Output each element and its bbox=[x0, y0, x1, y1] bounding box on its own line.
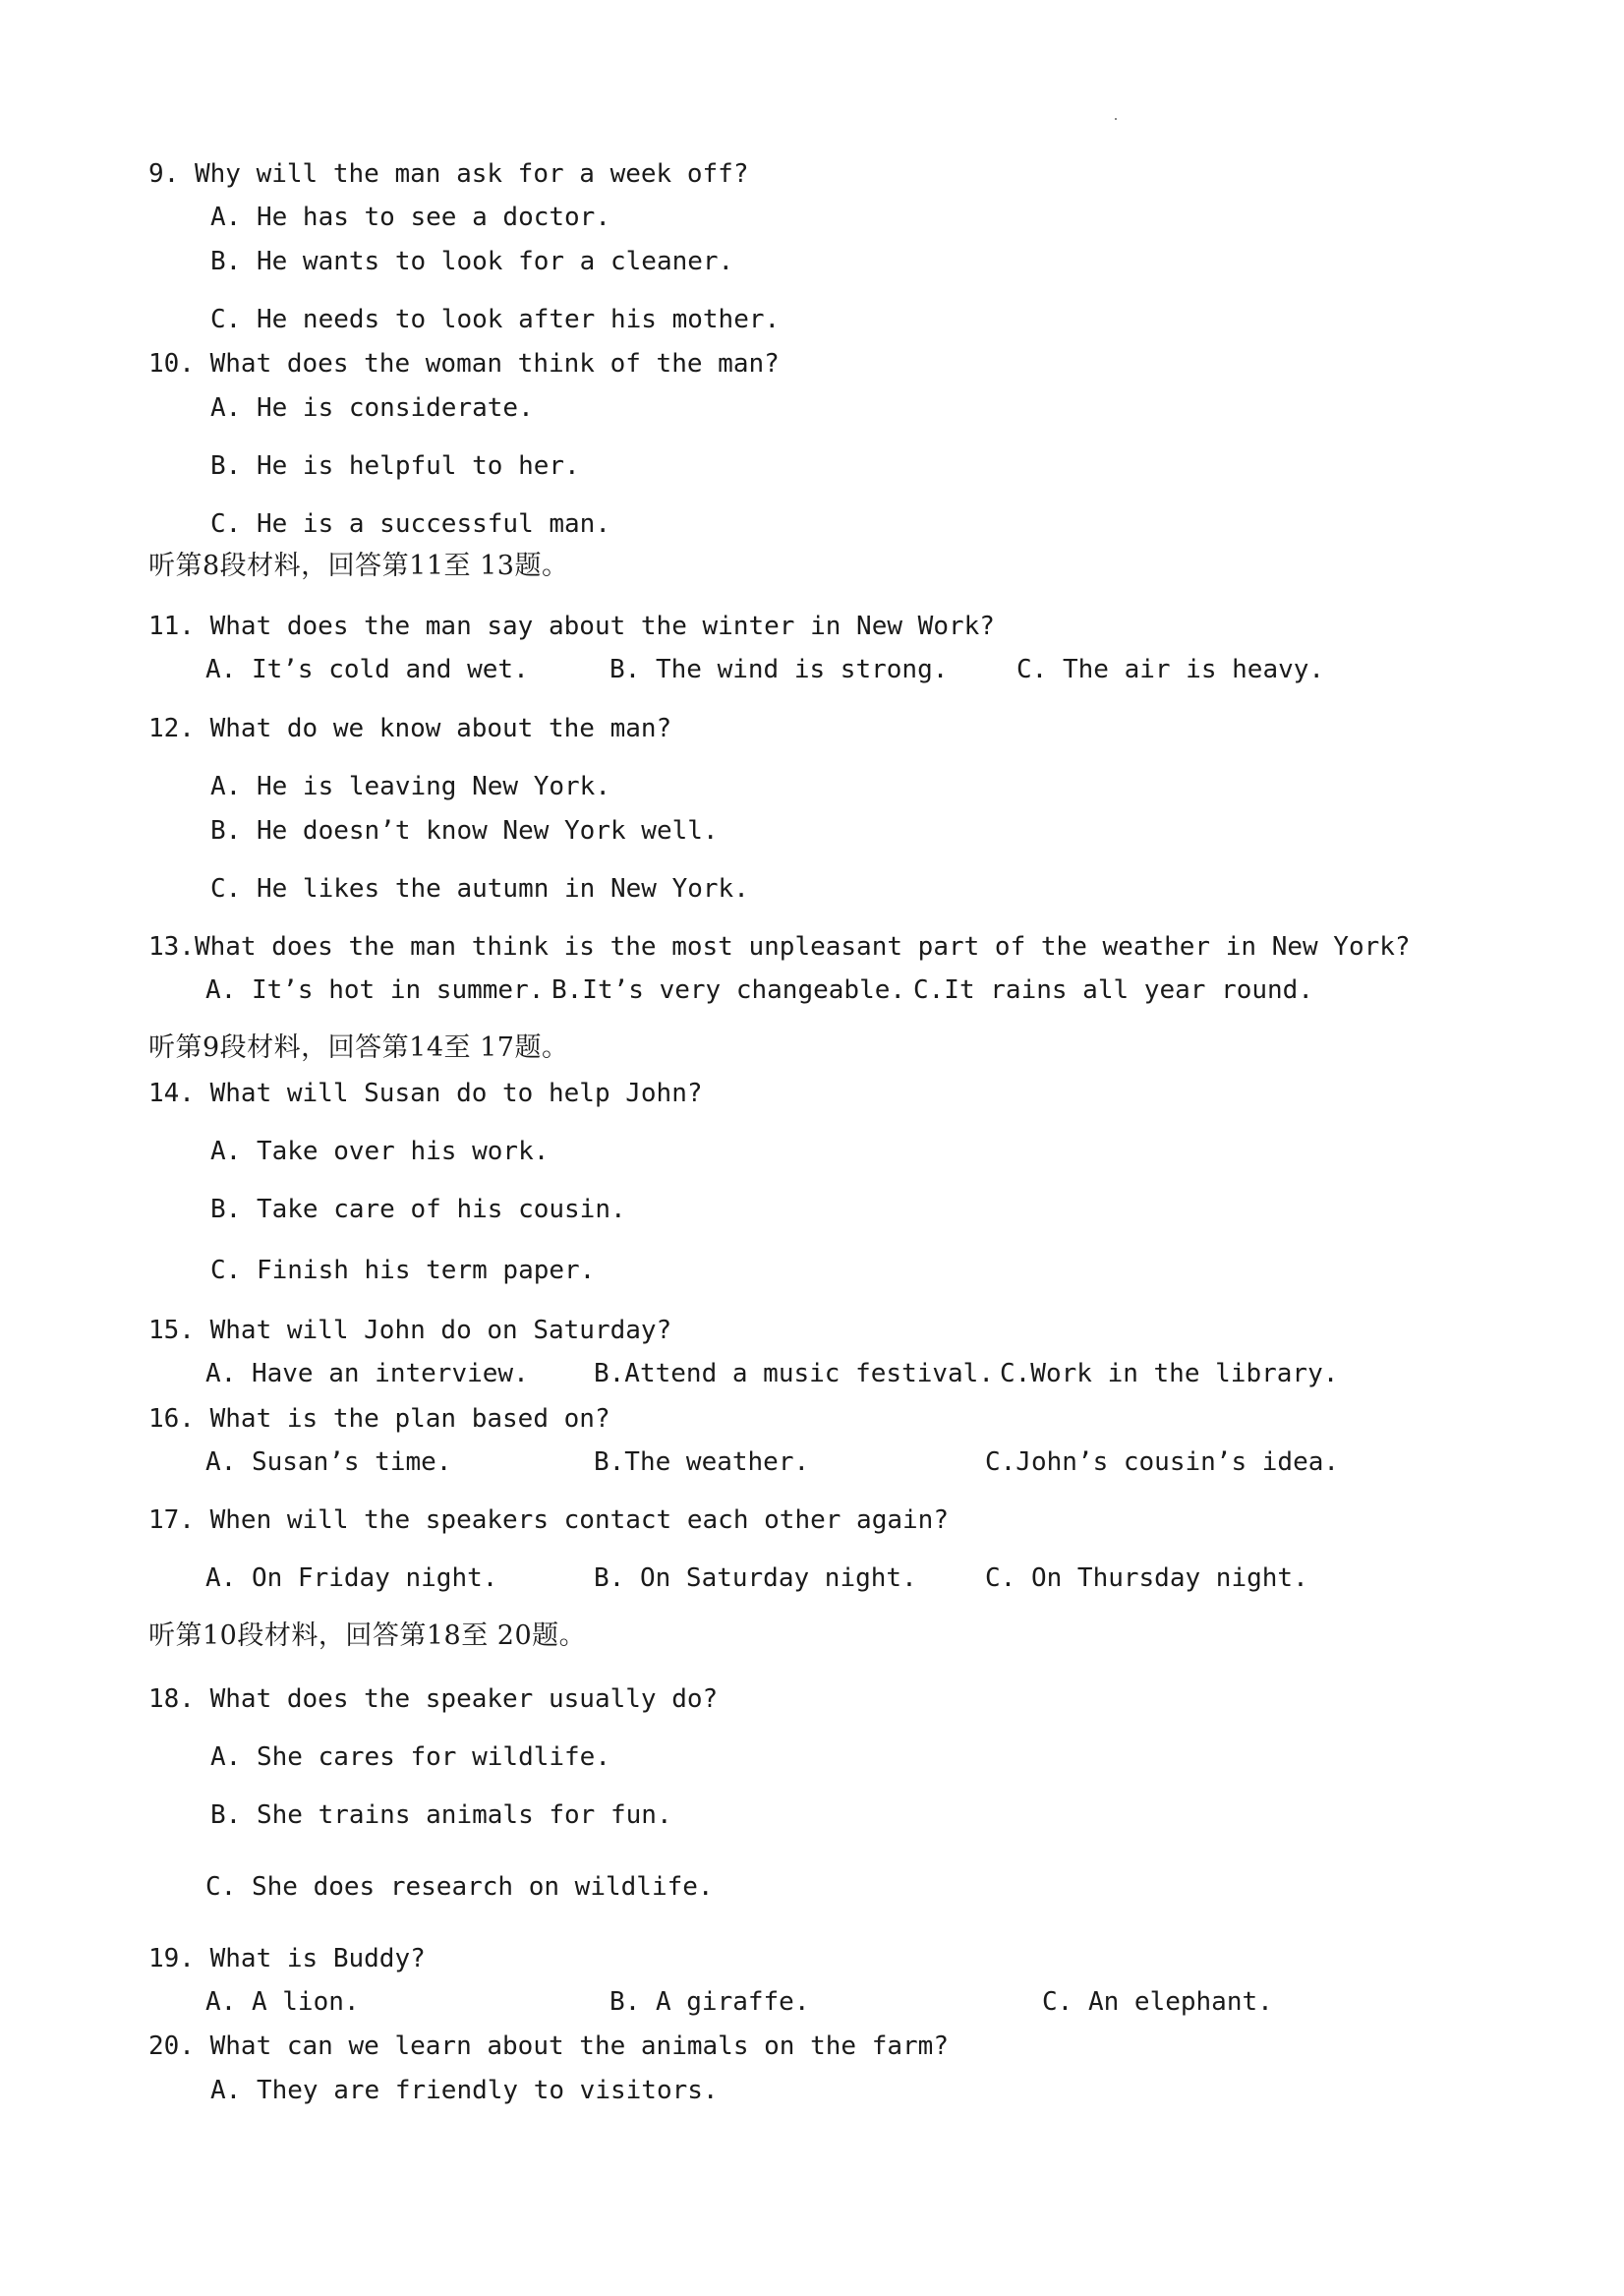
question-17: 17. When will the speakers contact each other again? bbox=[148, 1505, 949, 1535]
option-13c: C.It rains all year round. bbox=[913, 975, 1313, 1005]
option-10b: B. He is helpful to her. bbox=[210, 451, 580, 481]
question-12: 12. What do we know about the man? bbox=[148, 714, 672, 743]
section-9-heading: 听第9段材料，回答第14至 17题。 bbox=[148, 1032, 569, 1063]
option-18c: C. She does research on wildlife. bbox=[205, 1872, 714, 1902]
option-17a: A. On Friday night. bbox=[205, 1563, 498, 1593]
option-16b: B.The weather. bbox=[594, 1447, 810, 1477]
option-17c: C. On Thursday night. bbox=[985, 1563, 1308, 1593]
question-16: 16. What is the plan based on? bbox=[148, 1404, 610, 1434]
option-18a: A. She cares for wildlife. bbox=[210, 1742, 610, 1772]
option-19b: B. A giraffe. bbox=[609, 1987, 810, 2017]
option-11a: A. It’s cold and wet. bbox=[205, 655, 529, 684]
question-19: 19. What is Buddy? bbox=[148, 1944, 426, 1973]
question-9: 9. Why will the man ask for a week off? bbox=[148, 159, 749, 189]
option-16c: C.John’s cousin’s idea. bbox=[985, 1447, 1340, 1477]
option-10a: A. He is considerate. bbox=[210, 393, 534, 423]
option-11c: C. The air is heavy. bbox=[1016, 655, 1325, 684]
option-19c: C. An elephant. bbox=[1042, 1987, 1273, 2017]
option-13b: B.It’s very changeable. bbox=[551, 975, 906, 1005]
option-16a: A. Susan’s time. bbox=[205, 1447, 452, 1477]
question-10: 10. What does the woman think of the man? bbox=[148, 349, 780, 379]
option-14a: A. Take over his work. bbox=[210, 1137, 550, 1166]
question-15: 15. What will John do on Saturday? bbox=[148, 1316, 672, 1345]
option-15c: C.Work in the library. bbox=[1000, 1359, 1339, 1388]
section-10-heading: 听第10段材料，回答第18至 20题。 bbox=[148, 1620, 587, 1651]
option-18b: B. She trains animals for fun. bbox=[210, 1800, 672, 1830]
option-12b: B. He doesn’t know New York well. bbox=[210, 816, 719, 846]
option-14c: C. Finish his term paper. bbox=[210, 1256, 596, 1285]
option-20a: A. They are friendly to visitors. bbox=[210, 2076, 719, 2105]
question-13: 13.What does the man think is the most unpleasant part of the weather in New York? bbox=[148, 932, 1411, 962]
question-18: 18. What does the speaker usually do? bbox=[148, 1684, 719, 1714]
option-17b: B. On Saturday night. bbox=[594, 1563, 917, 1593]
option-19a: A. A lion. bbox=[205, 1987, 360, 2017]
option-15a: A. Have an interview. bbox=[205, 1359, 529, 1388]
question-14: 14. What will Susan do to help John? bbox=[148, 1079, 703, 1108]
option-9c: C. He needs to look after his mother. bbox=[210, 305, 781, 334]
scan-speck bbox=[1115, 118, 1117, 120]
option-10c: C. He is a successful man. bbox=[210, 509, 610, 539]
question-20: 20. What can we learn about the animals on the farm? bbox=[148, 2031, 949, 2061]
question-11: 11. What does the man say about the winter in New Work? bbox=[148, 612, 995, 641]
section-8-heading: 听第8段材料，回答第11至 13题。 bbox=[148, 551, 569, 581]
option-15b: B.Attend a music festival. bbox=[594, 1359, 994, 1388]
option-12c: C. He likes the autumn in New York. bbox=[210, 874, 749, 904]
option-14b: B. Take care of his cousin. bbox=[210, 1195, 626, 1224]
option-13a: A. It’s hot in summer. bbox=[205, 975, 545, 1005]
option-9b: B. He wants to look for a cleaner. bbox=[210, 247, 734, 276]
option-11b: B. The wind is strong. bbox=[609, 655, 949, 684]
option-12a: A. He is leaving New York. bbox=[210, 772, 610, 801]
option-9a: A. He has to see a doctor. bbox=[210, 203, 610, 232]
